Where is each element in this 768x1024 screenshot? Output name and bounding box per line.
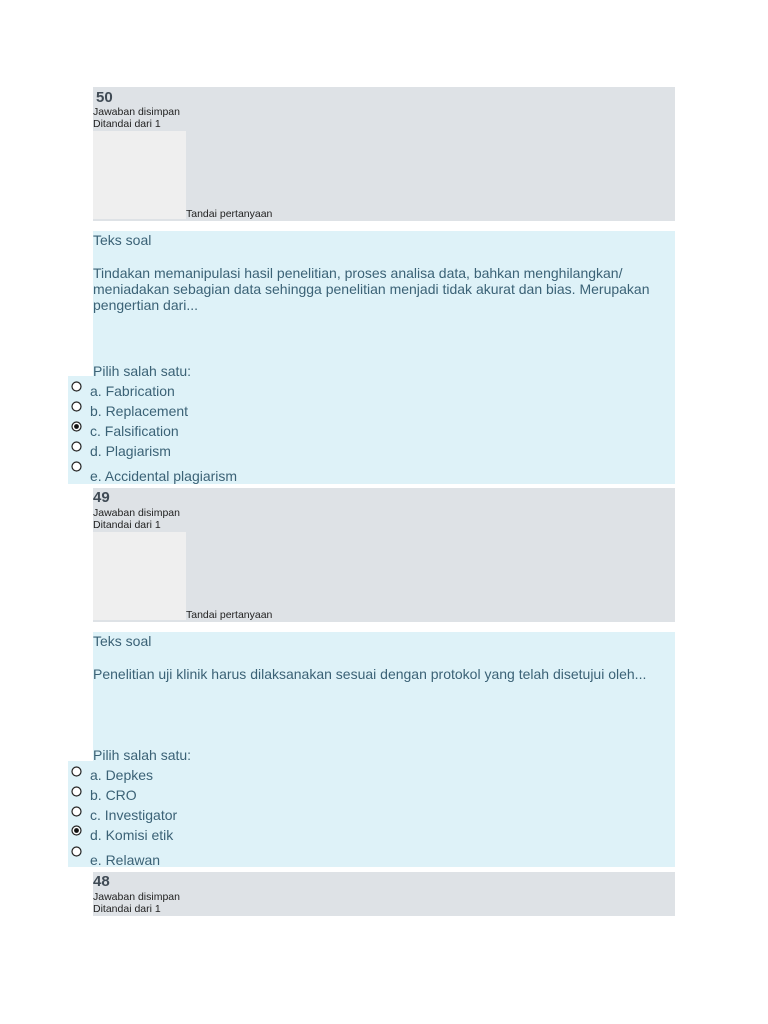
- option-b[interactable]: b. CRO: [90, 787, 137, 803]
- option-a[interactable]: a. Depkes: [90, 767, 154, 783]
- answer-prompt: Pilih salah satu:: [93, 363, 192, 379]
- radio-option-e[interactable]: [71, 846, 82, 857]
- option-c[interactable]: c. Falsification: [90, 423, 179, 439]
- option-e[interactable]: e. Accidental plagiarism: [90, 468, 238, 484]
- radio-option-a[interactable]: [71, 766, 82, 777]
- question-text-label: Teks soal: [93, 633, 152, 649]
- question-status: Jawaban disimpan: [93, 891, 180, 903]
- question-status: Jawaban disimpan: [93, 106, 180, 118]
- question-info-50: [93, 87, 675, 221]
- question-text: Tindakan memanipulasi hasil penelitian, proses analisa data, bahkan menghilangkan/ meniadakan sebagian data sehingga penelitian menjadi tidak akurat dan bias. Merupakan pengertian dari...: [93, 265, 650, 313]
- radio-option-c[interactable]: [71, 806, 82, 817]
- radio-option-d-selected[interactable]: [71, 825, 82, 836]
- question-text-label: Teks soal: [93, 232, 152, 248]
- radio-option-e[interactable]: [71, 461, 82, 472]
- question-content-50: [93, 231, 675, 484]
- flag-question-link[interactable]: Tandai pertanyaan: [186, 609, 273, 621]
- question-number: 48: [93, 873, 110, 890]
- question-mark: Ditandai dari 1: [93, 903, 161, 915]
- radio-option-d[interactable]: [71, 441, 82, 452]
- radio-option-c-selected[interactable]: [71, 421, 82, 432]
- option-e[interactable]: e. Relawan: [90, 852, 161, 868]
- option-b[interactable]: b. Replacement: [90, 403, 189, 419]
- question-mark: Ditandai dari 1: [93, 519, 161, 531]
- flag-area[interactable]: [93, 532, 186, 620]
- question-text: Penelitian uji klinik harus dilaksanakan sesuai dengan protokol yang telah disetujui oleh...: [93, 666, 647, 682]
- question-number: 50: [96, 89, 113, 106]
- flag-area[interactable]: [93, 131, 186, 219]
- question-number: 49: [93, 489, 110, 506]
- flag-question-link[interactable]: Tandai pertanyaan: [186, 208, 273, 220]
- question-info-49: [93, 488, 675, 622]
- question-mark: Ditandai dari 1: [93, 118, 161, 130]
- radio-option-a[interactable]: [71, 381, 82, 392]
- option-c[interactable]: c. Investigator: [90, 807, 178, 823]
- option-d[interactable]: d. Plagiarism: [90, 443, 171, 459]
- answer-prompt: Pilih salah satu:: [93, 747, 192, 763]
- question-content-49: [93, 632, 675, 867]
- option-a[interactable]: a. Fabrication: [90, 383, 175, 399]
- question-info-48: [93, 872, 675, 916]
- radio-option-b[interactable]: [71, 401, 82, 412]
- question-status: Jawaban disimpan: [93, 507, 180, 519]
- radio-option-b[interactable]: [71, 786, 82, 797]
- option-d[interactable]: d. Komisi etik: [90, 827, 174, 843]
